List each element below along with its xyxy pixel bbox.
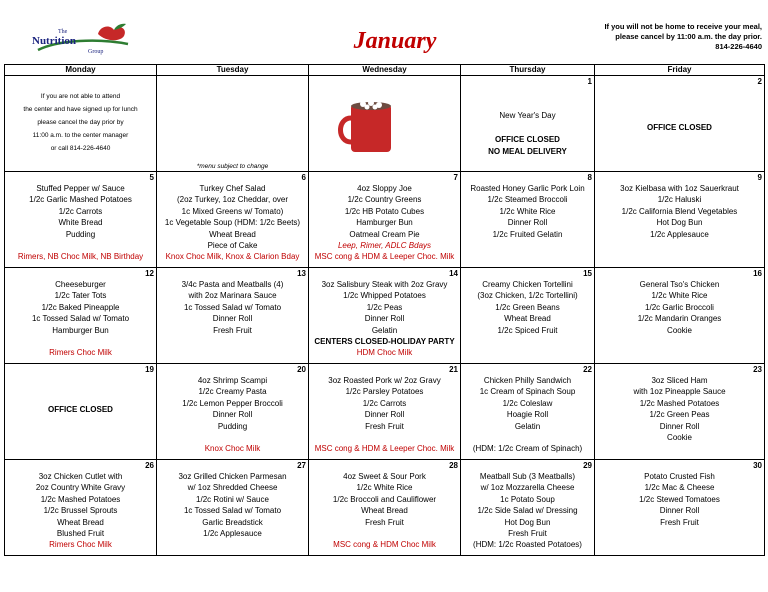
menu-item: 1/2c Mandarin Oranges (637, 314, 722, 324)
day-cell (309, 76, 461, 172)
menu-items (309, 364, 460, 455)
menu-item: w/ 1oz Mozzarella Cheese (480, 483, 575, 493)
menu-item: Hoagie Roll (506, 410, 549, 420)
menu-subject-note: *menu subject to change (196, 163, 269, 170)
menu-item: 1/2c Country Greens (347, 195, 422, 205)
menu-item: Garlic Breadstick (202, 517, 263, 527)
menu-item: Dinner Roll (212, 314, 253, 324)
menu-item: 1/2c Steamed Broccoli (487, 195, 568, 205)
menu-item: Dinner Roll (659, 421, 700, 431)
menu-items (595, 460, 764, 528)
menu-item: 1/2c Whipped Potatoes (343, 291, 426, 301)
menu-item: 1/2c Spiced Fruit (497, 325, 558, 335)
menu-items (309, 268, 460, 359)
day-cell (595, 76, 765, 172)
menu-item: 1/2c HB Potato Cubes (344, 206, 425, 216)
menu-items (5, 460, 156, 551)
office-closed-label: OFFICE CLOSED (647, 123, 712, 132)
day-cell (461, 268, 595, 364)
menu-item: 1/2c Green Beans (495, 302, 560, 312)
menu-item: w/ 1oz Shredded Cheese (187, 483, 278, 493)
day-cell (5, 76, 157, 172)
milk-bday-note: Rimers, NB Choc Milk, NB Birthday (17, 252, 144, 262)
office-closed-label: OFFICE CLOSED (495, 135, 560, 144)
menu-item: 3oz Salisbury Steak with 2oz Gravy (321, 280, 448, 289)
menu-item: 1/2c Broccoli and Cauliflower (332, 494, 437, 504)
menu-spacer (5, 336, 156, 347)
menu-item: 1c Cream of Spinach Soup (479, 387, 576, 397)
day-number: 13 (297, 269, 306, 278)
menu-item: 1/2c White Rice (356, 483, 413, 493)
day-number: 12 (145, 269, 154, 278)
day-number: 8 (587, 173, 592, 182)
day-number: 29 (583, 461, 592, 470)
day-cell (5, 364, 157, 460)
day-number: 22 (583, 365, 592, 374)
menu-item: General Tso's Chicken (639, 280, 720, 289)
milk-bday-note: MSC cong & HDM & Leeper Choc. Milk (314, 444, 455, 454)
day-cell (461, 76, 595, 172)
menu-item: Hot Dog Bun (504, 517, 551, 527)
week-row (5, 268, 765, 364)
day-cell (461, 172, 595, 268)
menu-item: Fresh Fruit (660, 517, 699, 527)
menu-item: with 1oz Pineapple Sauce (633, 387, 726, 397)
menu-item: 1/2c White Rice (651, 291, 708, 301)
weekday-header: Friday (595, 65, 765, 76)
weekday-header-row (5, 65, 765, 76)
menu-item: 1/2c Side Salad w/ Dressing (477, 506, 578, 516)
menu-item: 1/2c Fruited Gelatin (492, 229, 563, 239)
menu-item: 1/2c Tater Tots (54, 291, 107, 301)
menu-item: (3oz Chicken, 1/2c Tortellini) (477, 291, 578, 301)
logo-text-main: Nutrition (32, 35, 76, 47)
logo-text-top: The (58, 29, 68, 35)
menu-item: Dinner Roll (364, 314, 405, 324)
menu-item: 1/2c Carrots (58, 206, 103, 216)
menu-items (5, 268, 156, 359)
menu-item: Fresh Fruit (365, 421, 404, 431)
menu-item: Wheat Bread (57, 517, 104, 527)
menu-item: with 2oz Marinara Sauce (188, 291, 277, 301)
menu-item: 1/2c California Blend Vegetables (621, 206, 738, 216)
weekday-header: Thursday (461, 65, 595, 76)
menu-item: Fresh Fruit (508, 529, 547, 539)
menu-item: Wheat Bread (209, 229, 256, 239)
week-row (5, 76, 765, 172)
menu-item: 3oz Grilled Chicken Parmesan (178, 472, 287, 481)
menu-item: Dinner Roll (212, 410, 253, 420)
day-number: 16 (753, 269, 762, 278)
menu-item: 3oz Chicken Cutlet with (38, 472, 123, 481)
day-cell (461, 364, 595, 460)
menu-item: 4oz Sweet & Sour Pork (343, 472, 426, 481)
day-number: 9 (757, 173, 762, 182)
menu-items (5, 172, 156, 263)
menu-item: Potato Crusted Fish (644, 472, 715, 481)
menu-item: Chicken Philly Sandwich (483, 376, 572, 385)
weekday-header: Wednesday (309, 65, 461, 76)
menu-item: 1/2c Lemon Pepper Broccoli (182, 398, 283, 408)
menu-item: 1/2c Stewed Tomatoes (639, 494, 720, 504)
menu-item: Hamburger Bun (52, 325, 109, 335)
menu-items (461, 268, 594, 336)
month-title: January (353, 28, 437, 54)
weekday-header: Monday (5, 65, 157, 76)
menu-spacer (461, 432, 594, 443)
menu-items (157, 268, 308, 336)
menu-item: Cookie (667, 433, 692, 443)
menu-spacer (5, 240, 156, 251)
menu-item: 1/2c Applesauce (650, 229, 709, 239)
day-cell (157, 460, 309, 556)
menu-item: 2oz Country White Gravy (35, 483, 126, 493)
menu-item: 1c Vegetable Soup (HDM: 1/2c Beets) (164, 218, 301, 228)
menu-item: 1c Tossed Salad w/ Tomato (31, 314, 130, 324)
menu-item: 1/2c Garlic Mashed Potatoes (29, 195, 132, 205)
centers-closed-note: CENTERS CLOSED-HOLIDAY PARTY (314, 337, 455, 347)
menu-item: Stuffed Pepper w/ Sauce (36, 184, 125, 193)
menu-item: 1c Potato Soup (500, 494, 555, 504)
menu-items (595, 268, 764, 336)
day-cell (595, 268, 765, 364)
day-number: 15 (583, 269, 592, 278)
menu-item: 4oz Sloppy Joe (357, 184, 412, 193)
day-cell (5, 172, 157, 268)
menu-item: Meatball Sub (3 Meatballs) (479, 472, 576, 481)
menu-items (461, 364, 594, 455)
day-number: 27 (297, 461, 306, 470)
milk-bday-note: HDM Choc Milk (356, 348, 413, 358)
menu-item: 1/2c Parsley Potatoes (345, 387, 424, 397)
menu-item: Wheat Bread (504, 314, 551, 324)
day-number: 21 (449, 365, 458, 374)
menu-item: Oatmeal Cream Pie (349, 229, 420, 239)
menu-item: Hamburger Bun (356, 218, 413, 228)
day-cell (5, 460, 157, 556)
day-cell (309, 460, 461, 556)
day-number: 28 (449, 461, 458, 470)
office-closed-label: OFFICE CLOSED (48, 405, 113, 414)
menu-item: Fresh Fruit (213, 325, 252, 335)
week-row (5, 364, 765, 460)
menu-item: Piece of Cake (207, 241, 258, 251)
menu-item: Blushed Fruit (56, 529, 105, 539)
day-cell (309, 364, 461, 460)
milk-bday-note: Leep, Rimer, ADLC Bdays (337, 241, 432, 251)
menu-items (461, 172, 594, 240)
cancel-notice: If you will not be home to receive your meal, please cancel by 11:00 a.m. the day prior. 814-226-4640 (604, 22, 762, 51)
day-number: 6 (301, 173, 306, 182)
day-number: 30 (753, 461, 762, 470)
day-cell (595, 364, 765, 460)
menu-item: Cookie (667, 325, 692, 335)
menu-item: 1/2c Garlic Broccoli (645, 302, 714, 312)
menu-item: 1c Tossed Salad w/ Tomato (183, 506, 282, 516)
menu-item: Gelatin (514, 421, 541, 431)
nutrition-group-logo (28, 22, 138, 58)
menu-items (157, 364, 308, 455)
menu-item: Hot Dog Bun (656, 218, 703, 228)
menu-item: 1/2c Coleslaw (502, 398, 553, 408)
menu-calendar (4, 64, 765, 556)
menu-item: Dinner Roll (364, 410, 405, 420)
menu-items (595, 172, 764, 240)
menu-items (157, 172, 308, 263)
menu-item: Cheeseburger (55, 280, 106, 289)
day-cell (157, 76, 309, 172)
menu-item: 1/2c Rotini w/ Sauce (196, 494, 269, 504)
menu-spacer (157, 432, 308, 443)
menu-spacer (309, 432, 460, 443)
menu-items (595, 364, 764, 443)
day-number: 2 (757, 77, 762, 86)
menu-item: 4oz Shrimp Scampi (197, 376, 268, 385)
day-number: 7 (453, 173, 458, 182)
no-delivery-label: NO MEAL DELIVERY (488, 147, 567, 156)
menu-item: Fresh Fruit (365, 517, 404, 527)
menu-spacer (309, 528, 460, 539)
holiday-label: New Year's Day (499, 111, 556, 120)
menu-item: 1/2c Applesauce (203, 529, 262, 539)
day-cell (461, 460, 595, 556)
menu-item: Turkey Chef Salad (199, 184, 266, 193)
day-number: 26 (145, 461, 154, 470)
menu-item: White Bread (58, 218, 103, 228)
milk-bday-note: Rimers Choc Milk (49, 540, 112, 550)
menu-item: 1/2c Brussel Sprouts (43, 506, 118, 516)
menu-item: (HDM: 1/2c Cream of Spinach) (472, 444, 583, 454)
menu-item: 3oz Sliced Ham (651, 376, 708, 385)
menu-item: 1/2c Creamy Pasta (198, 387, 267, 397)
cancellation-note: If you are not able to attend the center and have signed up for lunch please cancel the day prior by 11:00 a.m. to the center manager or call 814-226-4640 (23, 93, 138, 152)
menu-item: Creamy Chicken Tortellini (482, 280, 573, 289)
day-number: 5 (149, 173, 154, 182)
day-cell (157, 364, 309, 460)
logo-text-bottom: Group (88, 49, 104, 55)
menu-item: Pudding (217, 421, 248, 431)
day-cell (309, 268, 461, 364)
menu-items (461, 460, 594, 551)
menu-item: Roasted Honey Garlic Pork Loin (470, 184, 585, 193)
menu-item: 1/2c Haluski (657, 195, 702, 205)
menu-item: 1/2c Peas (366, 302, 403, 312)
day-number: 20 (297, 365, 306, 374)
day-number: 19 (145, 365, 154, 374)
menu-item: 1/2c Green Peas (649, 410, 710, 420)
day-number: 14 (449, 269, 458, 278)
menu-item: 1/2c Mashed Potatoes (639, 398, 720, 408)
week-row (5, 172, 765, 268)
menu-items (157, 460, 308, 539)
milk-bday-note: Knox Choc Milk, Knox & Clarion Bday (165, 252, 300, 262)
day-cell (157, 268, 309, 364)
menu-item: 3oz Roasted Pork w/ 2oz Gravy (328, 376, 441, 385)
day-cell (595, 172, 765, 268)
menu-item: (2oz Turkey, 1oz Cheddar, over (176, 195, 289, 205)
day-cell (157, 172, 309, 268)
menu-items (309, 172, 460, 263)
menu-item: 3oz Kielbasa with 1oz Sauerkraut (620, 184, 739, 193)
day-number: 1 (587, 77, 592, 86)
menu-item: 1/2c Carrots (362, 398, 407, 408)
day-cell (309, 172, 461, 268)
menu-item: 1/2c Baked Pineapple (41, 302, 120, 312)
day-cell (5, 268, 157, 364)
menu-item: Gelatin (371, 325, 398, 335)
menu-item: Pudding (65, 229, 96, 239)
milk-bday-note: Knox Choc Milk (204, 444, 261, 454)
week-row (5, 460, 765, 556)
menu-item: 1/2c White Rice (499, 206, 556, 216)
menu-item: 3/4c Pasta and Meatballs (4) (181, 280, 284, 289)
menu-item: 1/2c Mac & Cheese (644, 483, 715, 493)
menu-item: Wheat Bread (361, 506, 408, 516)
menu-item: Dinner Roll (659, 506, 700, 516)
hot-cocoa-mug-icon (337, 98, 407, 154)
menu-item: 1c Tossed Salad w/ Tomato (183, 302, 282, 312)
menu-item: 1c Mixed Greens w/ Tomato) (181, 206, 284, 216)
day-cell (595, 460, 765, 556)
milk-bday-note: MSC cong & HDM & Leeper Choc. Milk (314, 252, 455, 262)
menu-item: Dinner Roll (507, 218, 548, 228)
day-number: 23 (753, 365, 762, 374)
weekday-header: Tuesday (157, 65, 309, 76)
menu-item: (HDM: 1/2c Roasted Potatoes) (473, 540, 582, 550)
menu-items (309, 460, 460, 551)
milk-bday-note: MSC cong & HDM Choc Milk (333, 540, 436, 550)
menu-item: 1/2c Mashed Potatoes (40, 494, 121, 504)
milk-bday-note: Rimers Choc Milk (49, 348, 112, 358)
